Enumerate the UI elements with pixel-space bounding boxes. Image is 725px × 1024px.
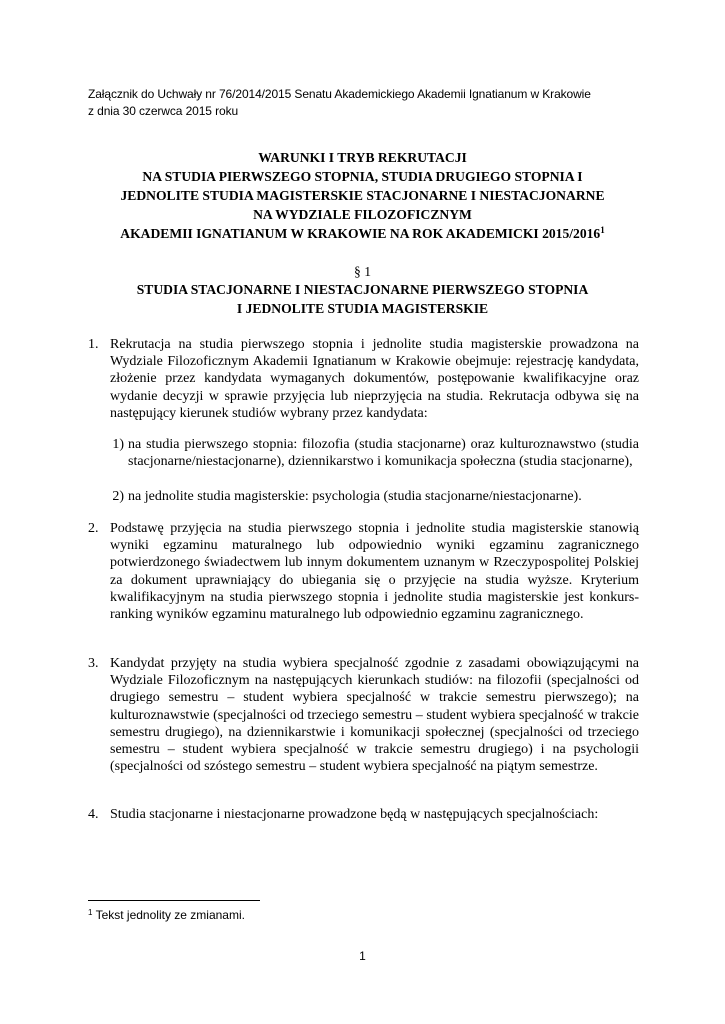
title-line-3: JEDNOLITE STUDIA MAGISTERSKIE STACJONARNE I NIESTACJONARNE [120, 188, 605, 203]
footnote-marker: 1 [88, 908, 93, 917]
title-line-2: NA STUDIA PIERWSZEGO STOPNIA, STUDIA DRUGIEGO STOPNIA I [142, 169, 583, 184]
footnote-separator [88, 900, 260, 901]
header-note [88, 86, 648, 120]
section-heading-line-1: STUDIA STACJONARNE I NIESTACJONARNE PIERWSZEGO STOPNIA [136, 282, 589, 297]
footnote-text: Tekst jednolity ze zmianami. [95, 908, 245, 922]
item-number: 2. [88, 521, 99, 536]
item-text: Studia stacjonarne i niestacjonarne prowadzone będą w następujących specjalnościach: [110, 807, 599, 822]
title-line-5 [60, 224, 665, 243]
section-symbol: § 1 [354, 264, 371, 279]
section-heading-line-2: I JEDNOLITE STUDIA MAGISTERSKIE [236, 301, 489, 316]
item-text: Rekrutacja na studia pierwszego stopnia i jednolite studia magisterskie prowadzona na Wydziale Filozoficznym Akademii Ignatianum w Krakowie obejmuje: rejestrację kandydata, złożenie przez kandydata wymaganych dokumentów, postępowanie kwalifikacyjne oraz wydanie decyzji w sprawie przyjęcia lub nieprzyjęcia na studia. Rekrutacja odbywa się na następujący kierunek studiów wybrany przez kandydata: [110, 337, 639, 421]
item-text: Kandydat przyjęty na studia wybiera specjalność zgodnie z zasadami obowiązującymi na Wydziale Filozoficznym na następujących kierunkach studiów: na filozofii (specjalności od drugiego semestru – student wybiera specjalność w trakcie semestru pierwszego); na kulturoznawstwie (specjalności od trzeciego semestru – student wybiera specjalność w trakcie semestru drugiego), na dziennikarstwie i komunikacji społecznej (specjalności od trzeciego semestru – student wybiera specjalność w trakcie semestru drugiego) i na psychologii (specjalności od szóstego semestru – student wybiera specjalność na piątym semestrze. [110, 656, 639, 775]
subitem-text: na studia pierwszego stopnia: filozofia (studia stacjonarne) oraz kulturoznawstwo (studia stacjonarne/niestacjonarne), dziennikarstwo i komunikacja społeczna (studia stacjonarne), [128, 437, 639, 470]
item-number: 3. [88, 656, 99, 671]
subitem-text: na jednolite studia magisterskie: psychologia (studia stacjonarne/niestacjonarne). [128, 489, 582, 504]
header-note-line-1: Załącznik do Uchwały nr 76/2014/2015 Senatu Akademickiego Akademii Ignatianum w Krakowie [88, 87, 591, 101]
section-heading [60, 280, 665, 318]
subitem-number: 1) [112, 437, 124, 452]
page-number: 1 [359, 949, 366, 963]
title-footnote-ref[interactable]: 1 [600, 225, 605, 235]
subitem-number: 2) [112, 489, 124, 504]
header-note-line-2: z dnia 30 czerwca 2015 roku [88, 104, 239, 118]
item-number: 1. [88, 337, 99, 352]
title-line-4: NA WYDZIALE FILOZOFICZNYM [253, 207, 472, 222]
item-text: Podstawę przyjęcia na studia pierwszego stopnia i jednolite studia magisterskie stanowią wyniki egzaminu maturalnego lub odpowiednio wyniki egzaminu zagranicznego potwierdzonego świadectwem lub innym dokumentem uznanym w Rzeczypospolitej Polskiej za dokument uprawniający do ubiegania się o przyjęcie na studia wyższe. Kryterium kwalifikacyjnym na studia pierwszego stopnia i jednolite studia magisterskie jest konkurs-ranking wyników egzaminu maturalnego lub odpowiednio egzaminu zagranicznego. [110, 521, 639, 623]
title-line-5-text: AKADEMII IGNATIANUM W KRAKOWIE NA ROK AKADEMICKI 2015/2016 [120, 226, 601, 241]
title-line-1: WARUNKI I TRYB REKRUTACJI [258, 150, 467, 165]
item-number: 4. [88, 807, 99, 822]
footnote [88, 907, 588, 923]
document-title [60, 148, 665, 243]
